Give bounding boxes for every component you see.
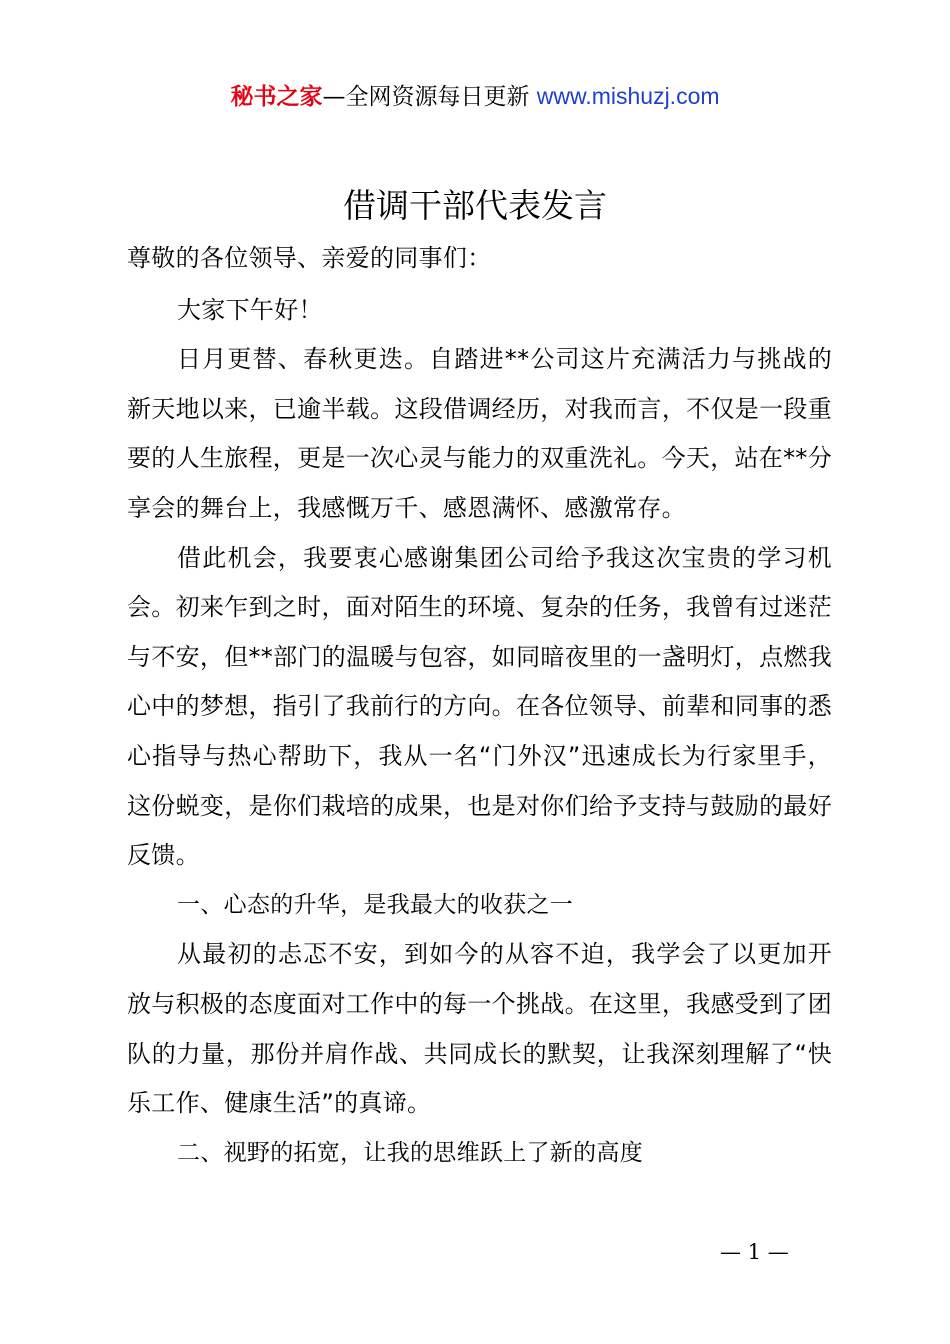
- site-brand: 秘书之家: [230, 84, 323, 110]
- section-paragraph-1: 从最初的忐忑不安，到如今的从容不迫，我学会了以更加开放与积极的态度面对工作中的每一个挑战。在这里，我感受到了团队的力量，那份并肩作战、共同成长的默契，让我深刻理解了“快乐工作、健康生活”的真谛。: [127, 940, 832, 1118]
- site-header: [0, 80, 950, 113]
- salutation: 尊敬的各位领导、亲爱的同事们：: [127, 244, 492, 272]
- paragraph-1: 日月更替、春秋更迭。自踏进**公司这片充满活力与挑战的新天地以来，已逾半载。这段借调经历，对我而言，不仅是一段重要的人生旅程，更是一次心灵与能力的双重洗礼。今天，站在**分享会的舞台上，我感慨万千、感恩满怀、感激常存。: [127, 345, 832, 522]
- page-number: — 1 —: [720, 1240, 789, 1264]
- section-heading-1: 一、心态的升华，是我最大的收获之一: [177, 891, 574, 918]
- section-heading-2: 二、视野的拓宽，让我的思维跃上了新的高度: [177, 1139, 643, 1166]
- document-body: [127, 234, 832, 1178]
- site-url[interactable]: www.mishuzj.com: [536, 83, 720, 109]
- site-tagline: —全网资源每日更新: [322, 84, 537, 110]
- paragraph-2: 借此机会，我要衷心感谢集团公司给予我这次宝贵的学习机会。初来乍到之时，面对陌生的环境、复杂的任务，我曾有过迷茫与不安，但**部门的温暖与包容，如同暗夜里的一盏明灯，点燃我心中的梦想，指引了我前行的方向。在各位领导、前辈和同事的悉心指导与热心帮助下，我从一名“门外汉”迅速成长为行家里手，这份蜕变，是你们栽培的成果，也是对你们给予支持与鼓励的最好反馈。: [127, 543, 832, 870]
- greeting: 大家下午好！: [177, 295, 323, 324]
- document-title: 借调干部代表发言: [343, 186, 607, 225]
